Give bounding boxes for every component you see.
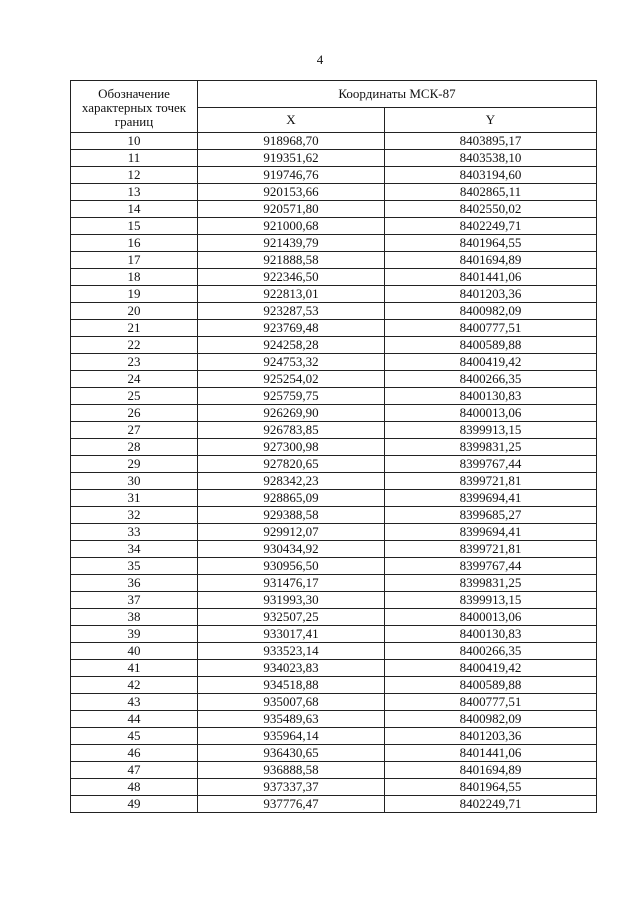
x-coordinate-cell: 928342,23 [198,473,385,490]
y-coordinate-cell: 8400777,51 [385,694,597,711]
y-coordinate-cell: 8402865,11 [385,184,597,201]
header-point-designation: Обозначение характерных точек границ [71,81,198,133]
y-coordinate-cell: 8402249,71 [385,796,597,813]
table-row [71,184,597,201]
y-coordinate-cell: 8400013,06 [385,609,597,626]
y-coordinate-cell: 8401694,89 [385,252,597,269]
x-coordinate-cell: 929912,07 [198,524,385,541]
table-row [71,456,597,473]
x-coordinate-cell: 927820,65 [198,456,385,473]
table-row [71,507,597,524]
point-number-cell: 10 [71,133,198,150]
y-coordinate-cell: 8399721,81 [385,473,597,490]
point-number-cell: 45 [71,728,198,745]
point-number-cell: 21 [71,320,198,337]
y-coordinate-cell: 8400013,06 [385,405,597,422]
point-number-cell: 31 [71,490,198,507]
table-row [71,677,597,694]
header-y: Y [385,108,597,133]
y-coordinate-cell: 8399831,25 [385,575,597,592]
point-number-cell: 37 [71,592,198,609]
table-row [71,524,597,541]
table-row [71,371,597,388]
table-row [71,218,597,235]
x-coordinate-cell: 930434,92 [198,541,385,558]
x-coordinate-cell: 931476,17 [198,575,385,592]
y-coordinate-cell: 8403194,60 [385,167,597,184]
point-number-cell: 47 [71,762,198,779]
table-row [71,694,597,711]
table-row [71,201,597,218]
x-coordinate-cell: 920571,80 [198,201,385,218]
x-coordinate-cell: 923769,48 [198,320,385,337]
point-number-cell: 14 [71,201,198,218]
point-number-cell: 46 [71,745,198,762]
x-coordinate-cell: 926783,85 [198,422,385,439]
table-row [71,745,597,762]
x-coordinate-cell: 935007,68 [198,694,385,711]
x-coordinate-cell: 924753,32 [198,354,385,371]
x-coordinate-cell: 931993,30 [198,592,385,609]
point-number-cell: 34 [71,541,198,558]
point-number-cell: 48 [71,779,198,796]
x-coordinate-cell: 935489,63 [198,711,385,728]
x-coordinate-cell: 933523,14 [198,643,385,660]
x-coordinate-cell: 934518,88 [198,677,385,694]
point-number-cell: 17 [71,252,198,269]
x-coordinate-cell: 921888,58 [198,252,385,269]
y-coordinate-cell: 8399721,81 [385,541,597,558]
table-row [71,711,597,728]
y-coordinate-cell: 8399913,15 [385,592,597,609]
y-coordinate-cell: 8399685,27 [385,507,597,524]
point-number-cell: 23 [71,354,198,371]
y-coordinate-cell: 8400777,51 [385,320,597,337]
x-coordinate-cell: 923287,53 [198,303,385,320]
x-coordinate-cell: 920153,66 [198,184,385,201]
x-coordinate-cell: 930956,50 [198,558,385,575]
table-row [71,252,597,269]
point-number-cell: 26 [71,405,198,422]
x-coordinate-cell: 925254,02 [198,371,385,388]
table-row [71,779,597,796]
point-number-cell: 18 [71,269,198,286]
point-number-cell: 30 [71,473,198,490]
x-coordinate-cell: 927300,98 [198,439,385,456]
y-coordinate-cell: 8400982,09 [385,711,597,728]
point-number-cell: 36 [71,575,198,592]
y-coordinate-cell: 8400266,35 [385,643,597,660]
x-coordinate-cell: 929388,58 [198,507,385,524]
y-coordinate-cell: 8402550,02 [385,201,597,218]
page-number: 4 [316,52,324,67]
y-coordinate-cell: 8399913,15 [385,422,597,439]
table-row [71,643,597,660]
x-coordinate-cell: 937337,37 [198,779,385,796]
point-number-cell: 25 [71,388,198,405]
y-coordinate-cell: 8402249,71 [385,218,597,235]
table-row [71,337,597,354]
x-coordinate-cell: 933017,41 [198,626,385,643]
table-row [71,439,597,456]
y-coordinate-cell: 8400266,35 [385,371,597,388]
coordinates-table [70,80,597,813]
x-coordinate-cell: 932507,25 [198,609,385,626]
y-coordinate-cell: 8400130,83 [385,388,597,405]
x-coordinate-cell: 922346,50 [198,269,385,286]
point-number-cell: 29 [71,456,198,473]
point-number-cell: 15 [71,218,198,235]
point-number-cell: 22 [71,337,198,354]
x-coordinate-cell: 922813,01 [198,286,385,303]
table-row [71,728,597,745]
point-number-cell: 13 [71,184,198,201]
point-number-cell: 28 [71,439,198,456]
point-number-cell: 33 [71,524,198,541]
point-number-cell: 38 [71,609,198,626]
x-coordinate-cell: 925759,75 [198,388,385,405]
y-coordinate-cell: 8401441,06 [385,269,597,286]
table-row [71,796,597,813]
point-number-cell: 42 [71,677,198,694]
table-row [71,133,597,150]
header-x: X [198,108,385,133]
table-row [71,490,597,507]
point-number-cell: 41 [71,660,198,677]
y-coordinate-cell: 8400589,88 [385,677,597,694]
y-coordinate-cell: 8401441,06 [385,745,597,762]
table-row [71,473,597,490]
y-coordinate-cell: 8401203,36 [385,728,597,745]
y-coordinate-cell: 8401203,36 [385,286,597,303]
table-row [71,762,597,779]
x-coordinate-cell: 921439,79 [198,235,385,252]
table-row [71,609,597,626]
x-coordinate-cell: 928865,09 [198,490,385,507]
table-row [71,286,597,303]
y-coordinate-cell: 8401694,89 [385,762,597,779]
table-row [71,167,597,184]
table-row [71,592,597,609]
y-coordinate-cell: 8399694,41 [385,490,597,507]
table-row [71,269,597,286]
x-coordinate-cell: 918968,70 [198,133,385,150]
x-coordinate-cell: 926269,90 [198,405,385,422]
x-coordinate-cell: 936430,65 [198,745,385,762]
point-number-cell: 27 [71,422,198,439]
table-row [71,150,597,167]
point-number-cell: 39 [71,626,198,643]
y-coordinate-cell: 8400419,42 [385,354,597,371]
x-coordinate-cell: 924258,28 [198,337,385,354]
point-number-cell: 44 [71,711,198,728]
table-row [71,558,597,575]
x-coordinate-cell: 937776,47 [198,796,385,813]
y-coordinate-cell: 8403538,10 [385,150,597,167]
table-row [71,575,597,592]
y-coordinate-cell: 8403895,17 [385,133,597,150]
y-coordinate-cell: 8399767,44 [385,456,597,473]
y-coordinate-cell: 8400982,09 [385,303,597,320]
y-coordinate-cell: 8400130,83 [385,626,597,643]
table-row [71,422,597,439]
table-row [71,626,597,643]
point-number-cell: 19 [71,286,198,303]
x-coordinate-cell: 936888,58 [198,762,385,779]
table-row [71,303,597,320]
y-coordinate-cell: 8399694,41 [385,524,597,541]
y-coordinate-cell: 8400419,42 [385,660,597,677]
table-row [71,388,597,405]
table-body [71,133,597,813]
x-coordinate-cell: 919351,62 [198,150,385,167]
point-number-cell: 12 [71,167,198,184]
header-coordinates: Координаты МСК-87 [198,81,597,108]
x-coordinate-cell: 935964,14 [198,728,385,745]
point-number-cell: 20 [71,303,198,320]
table-row [71,660,597,677]
x-coordinate-cell: 934023,83 [198,660,385,677]
table-row [71,235,597,252]
table-row [71,320,597,337]
x-coordinate-cell: 921000,68 [198,218,385,235]
y-coordinate-cell: 8401964,55 [385,779,597,796]
y-coordinate-cell: 8400589,88 [385,337,597,354]
table-row [71,405,597,422]
point-number-cell: 32 [71,507,198,524]
table-row [71,354,597,371]
y-coordinate-cell: 8399767,44 [385,558,597,575]
y-coordinate-cell: 8399831,25 [385,439,597,456]
point-number-cell: 40 [71,643,198,660]
point-number-cell: 43 [71,694,198,711]
point-number-cell: 16 [71,235,198,252]
table-row [71,541,597,558]
point-number-cell: 11 [71,150,198,167]
point-number-cell: 35 [71,558,198,575]
point-number-cell: 49 [71,796,198,813]
x-coordinate-cell: 919746,76 [198,167,385,184]
point-number-cell: 24 [71,371,198,388]
y-coordinate-cell: 8401964,55 [385,235,597,252]
